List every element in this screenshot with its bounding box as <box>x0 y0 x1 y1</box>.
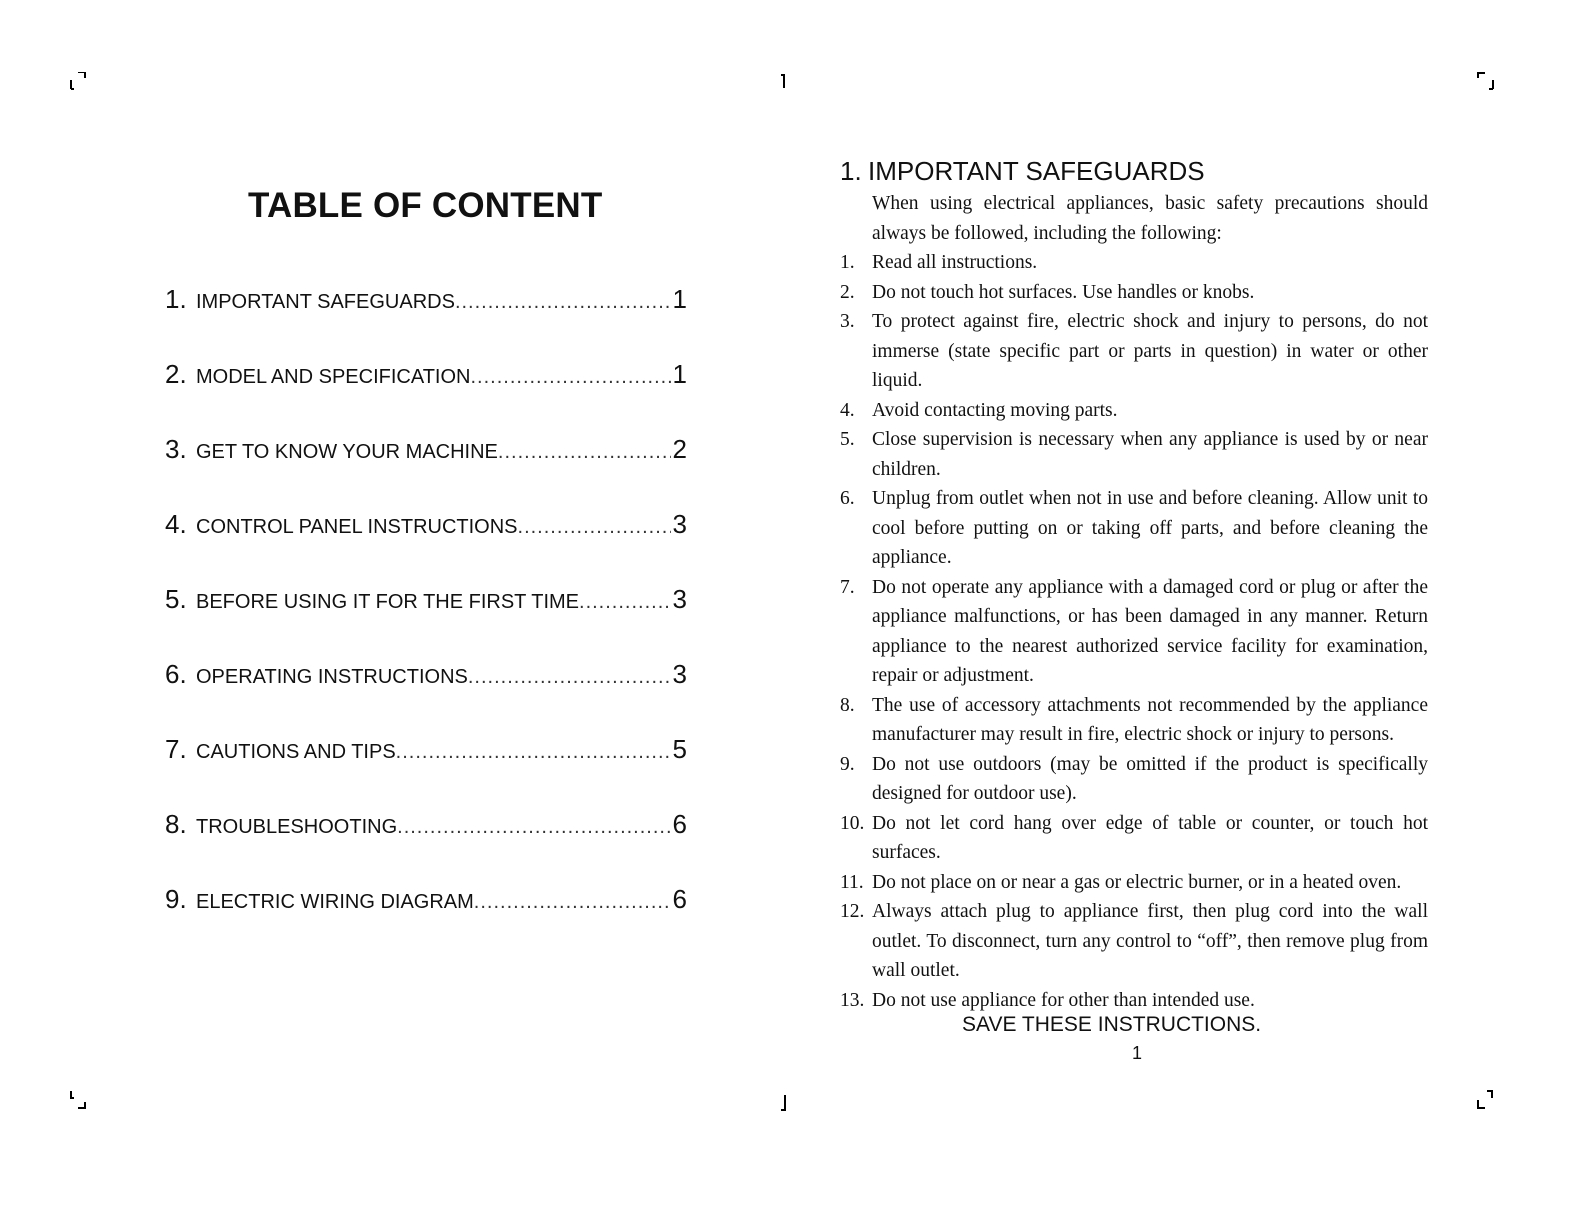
toc-entry-number: 2. <box>165 359 187 389</box>
safeguard-item <box>840 425 1428 484</box>
toc-entry-leader <box>579 591 671 614</box>
safeguard-item-text: Do not use appliance for other than intended use. <box>872 989 1255 1011</box>
toc-entry-page: 1 <box>672 359 687 389</box>
safeguard-item-text: Close supervision is necessary when any appliance is used by or near children. <box>872 429 1428 480</box>
toc-entry <box>165 809 687 884</box>
safeguard-item-number: 5. <box>840 429 855 450</box>
toc-entry-number: 3. <box>165 434 187 464</box>
toc-entry-leader <box>468 666 671 689</box>
toc-entry-number: 8. <box>165 809 187 839</box>
toc-entry-leader <box>498 441 671 464</box>
toc-entry <box>165 734 687 809</box>
toc-entry-number: 5. <box>165 584 187 614</box>
safeguard-item-number: 11. <box>840 871 864 893</box>
safeguard-item-text: Do not let cord hang over edge of table or counter, or touch hot surfaces. <box>872 812 1428 863</box>
safeguard-item-text: Do not touch hot surfaces. Use handles or knobs. <box>872 281 1255 303</box>
safeguard-item <box>840 248 1428 278</box>
safeguard-item-text: Do not place on or near a gas or electric burner, or in a heated oven. <box>872 871 1402 893</box>
toc-entry-page: 3 <box>672 584 687 614</box>
safeguard-item-text: Read all instructions. <box>872 252 1038 273</box>
safeguard-item <box>840 307 1428 396</box>
toc-entry-number: 4. <box>165 509 187 539</box>
section-heading <box>840 156 1205 187</box>
safeguard-item-number: 13. <box>840 989 865 1011</box>
toc-entry-label: ELECTRIC WIRING DIAGRAM <box>196 891 474 913</box>
toc-entry-number: 6. <box>165 659 187 689</box>
toc-entry-label: MODEL AND SPECIFICATION <box>196 366 471 388</box>
save-instructions-note: SAVE THESE INSTRUCTIONS. <box>962 1013 1262 1036</box>
toc-entry-page: 5 <box>672 734 687 764</box>
safeguard-item-text: Unplug from outlet when not in use and before cleaning. Allow unit to cool before putting on or taking off parts, and before cleaning the appliance. <box>872 488 1428 568</box>
toc-entry <box>165 284 687 359</box>
toc-entry-page: 2 <box>672 434 687 464</box>
safeguard-item-text: Do not operate any appliance with a damaged cord or plug or after the appliance malfunctions, or has been damaged in any manner. Return appliance to the nearest authorized service facility for examination, repair or adjustment. <box>872 576 1428 686</box>
safeguard-item-number: 9. <box>840 753 855 775</box>
toc-entry-label: TROUBLESHOOTING <box>196 816 398 838</box>
safeguard-item-number: 7. <box>840 576 855 598</box>
safeguard-item <box>840 573 1428 691</box>
toc-entry-label: CAUTIONS AND TIPS <box>196 741 396 763</box>
safeguard-item-text: Always attach plug to appliance first, then plug cord into the wall outlet. To disconnect, turn any control to “off”, then remove plug from wall outlet. <box>872 901 1428 981</box>
safeguard-item <box>840 868 1428 898</box>
safeguard-item <box>840 396 1428 426</box>
safeguard-item-number: 1. <box>840 252 855 273</box>
toc-entry <box>165 359 687 434</box>
toc-list <box>165 284 687 959</box>
safeguard-item <box>840 484 1428 573</box>
toc-entry-label: GET TO KNOW YOUR MACHINE <box>196 441 498 463</box>
safeguard-item-number: 8. <box>840 694 855 716</box>
toc-entry-leader <box>397 816 670 839</box>
toc-entry-page: 3 <box>672 659 687 689</box>
toc-entry-label: BEFORE USING IT FOR THE FIRST TIME <box>196 591 580 613</box>
toc-title: TABLE OF CONTENT <box>248 186 603 225</box>
safeguard-item-number: 12. <box>840 901 865 922</box>
section-heading-title: IMPORTANT SAFEGUARDS <box>868 156 1205 186</box>
safeguard-item-number: 6. <box>840 488 855 509</box>
toc-entry <box>165 659 687 734</box>
toc-entry-leader <box>474 891 671 914</box>
section-heading-number: 1. <box>840 156 862 186</box>
toc-entry <box>165 434 687 509</box>
safeguard-item <box>840 986 1428 1016</box>
toc-entry-label: CONTROL PANEL INSTRUCTIONS <box>196 516 518 538</box>
page-number: 1 <box>1132 1043 1143 1063</box>
safeguard-item <box>840 750 1428 809</box>
toc-entry-page: 6 <box>672 809 687 839</box>
toc-entry <box>165 509 687 584</box>
toc-entry-leader <box>455 291 671 314</box>
toc-entry-label: OPERATING INSTRUCTIONS <box>196 666 468 688</box>
safeguard-item <box>840 809 1428 868</box>
toc-entry-page: 3 <box>672 509 687 539</box>
toc-entry-number: 9. <box>165 884 187 914</box>
safeguards-list <box>840 248 1428 1015</box>
toc-entry-page: 6 <box>672 884 687 914</box>
safeguard-item <box>840 691 1428 750</box>
safeguard-item-number: 10. <box>840 812 865 834</box>
toc-entry <box>165 584 687 659</box>
toc-entry-label: IMPORTANT SAFEGUARDS <box>196 291 455 313</box>
safeguards-page <box>792 0 1584 1224</box>
toc-entry-number: 1. <box>165 284 187 314</box>
safeguard-item <box>840 278 1428 308</box>
toc-entry-number: 7. <box>165 734 187 764</box>
toc-entry-leader <box>518 516 671 539</box>
safeguard-item-number: 2. <box>840 281 855 303</box>
safeguard-item-text: Do not use outdoors (may be omitted if the product is specifically designed for outdoor use). <box>872 753 1428 804</box>
safeguard-item-number: 3. <box>840 311 855 332</box>
safeguard-item-number: 4. <box>840 399 855 421</box>
toc-entry-leader <box>396 741 671 764</box>
safeguard-item-text: The use of accessory attachments not recommended by the appliance manufacturer may result in fire, electric shock or injury to persons. <box>872 694 1428 745</box>
toc-entry-page: 1 <box>672 284 687 314</box>
toc-entry <box>165 884 687 959</box>
safeguard-item <box>840 897 1428 986</box>
toc-entry-leader <box>470 366 670 389</box>
safeguards-intro: When using electrical appliances, basic safety precautions should always be followed, including the following: <box>872 193 1428 244</box>
safeguards-body <box>840 189 1428 1015</box>
safeguard-item-text: To protect against fire, electric shock and injury to persons, do not immerse (state specific part or parts in question) in water or other liquid. <box>872 311 1428 391</box>
safeguard-item-text: Avoid contacting moving parts. <box>872 399 1118 421</box>
